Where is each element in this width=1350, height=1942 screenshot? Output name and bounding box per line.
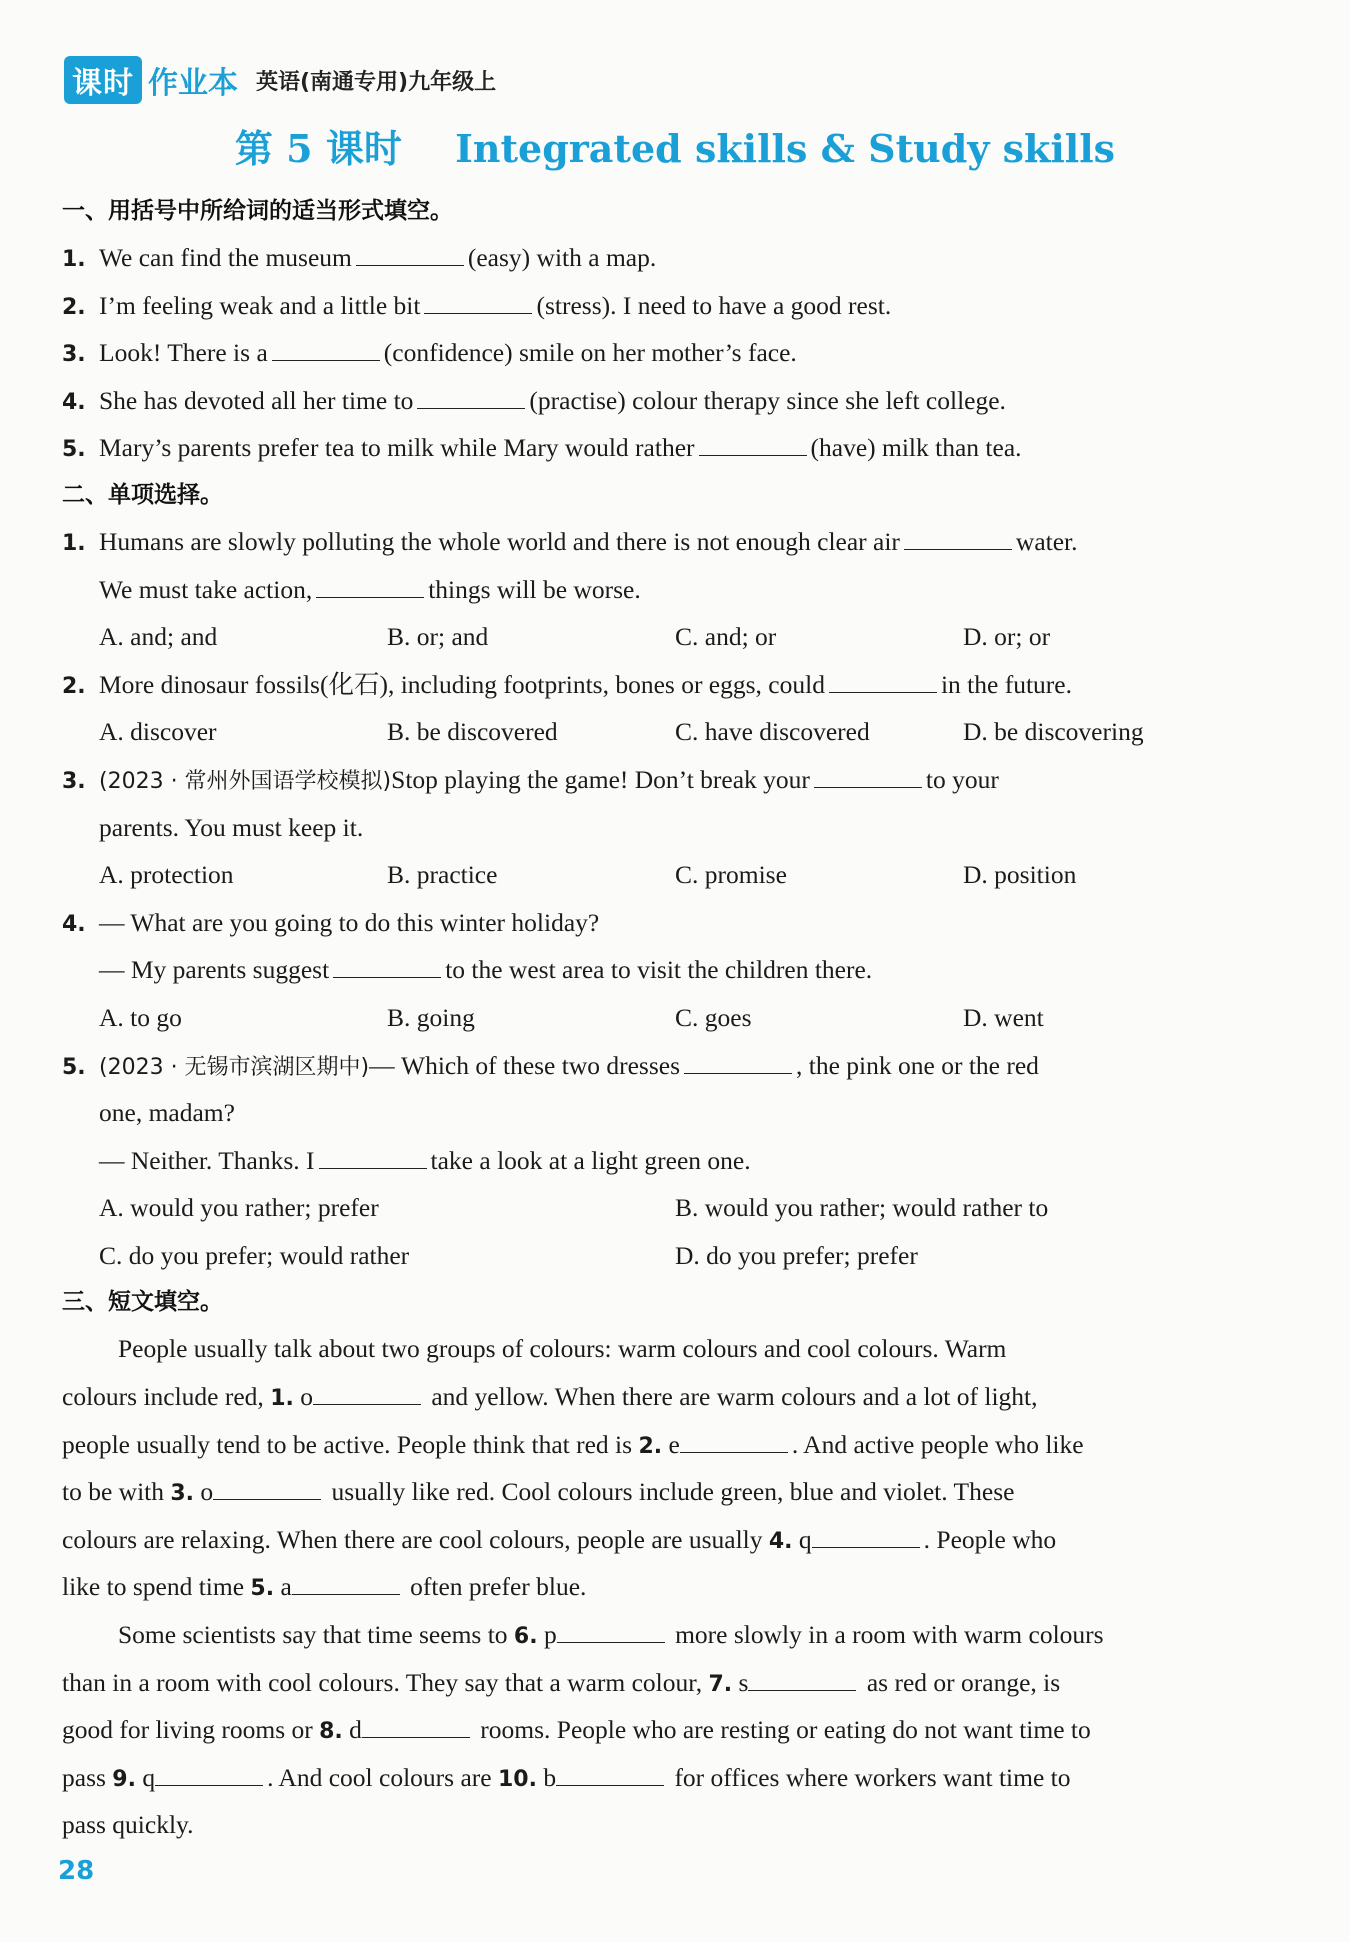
option-a[interactable]: A. would you rather; prefer [99,1193,379,1223]
blank-number: 5. [250,1576,275,1602]
blank-first-letter: p [537,1620,557,1650]
answer-blank[interactable] [362,1715,470,1738]
question-text: — My parents suggest [99,955,330,985]
question-line [62,1042,1252,1090]
option-d[interactable]: D. went [963,1002,1044,1032]
brand-logo: 课时 [64,56,142,104]
option-c[interactable]: C. promise [675,860,787,890]
section1-items [62,234,1252,472]
question-text: I’m feeling weak and a little bit [99,290,421,320]
blank-number: 6. [513,1624,538,1650]
section3-heading: 三、短文填空。 [62,1289,223,1316]
question-text: Humans are slowly polluting the whole world and there is not enough clear air [99,526,900,556]
blank-first-letter: q [135,1762,156,1792]
answer-blank[interactable] [319,1146,427,1169]
question-line [62,424,1252,472]
blank-first-letter: b [536,1762,557,1792]
question-text: Stop playing the game! Don’t break your [391,764,810,794]
answer-blank[interactable] [292,1572,400,1595]
question-line [62,234,1252,282]
blank-first-letter: e [662,1429,680,1459]
question-text: We can find the museum [99,243,352,272]
answer-blank[interactable] [213,1477,321,1500]
passage-line [62,1516,1252,1564]
option-a[interactable]: A. and; and [99,622,218,652]
blank-first-letter: s [732,1667,749,1697]
option-d[interactable]: D. be discovering [963,717,1144,747]
page-number: 28 [58,1856,95,1886]
section1-heading: 一、用括号中所给词的适当形式填空。 [62,198,453,224]
answer-blank[interactable] [684,1051,792,1074]
question-text: Look! There is a [99,338,268,368]
blank-number: 4. [768,1528,793,1554]
question-text: (stress). I need to have a good rest. [536,290,892,320]
passage-line [62,1754,1252,1802]
question-text: (easy) with a map. [467,243,657,272]
passage-text: than in a room with cool colours. They say that a warm colour, [62,1667,709,1697]
question-text: — Which of these two dresses [369,1050,681,1080]
option-d[interactable]: D. position [963,860,1077,890]
passage-text: good for living rooms or [62,1715,320,1745]
options-row [62,708,1252,756]
blank-first-letter: d [342,1715,362,1745]
blank-number: 9. [112,1766,136,1792]
option-c[interactable]: C. have discovered [675,717,870,747]
question-text: in the future. [940,669,1072,699]
answer-blank[interactable] [812,1525,920,1548]
question-number: 3. [62,768,86,794]
passage-line [62,1706,1252,1754]
passage-text: more slowly in a room with warm colours [668,1620,1104,1650]
question-text: Mary’s parents prefer tea to milk while Mary would rather [99,433,695,463]
answer-blank[interactable] [356,243,464,266]
question-line [62,282,1252,330]
option-c[interactable]: C. goes [675,1002,752,1032]
option-d[interactable]: D. or; or [963,622,1051,652]
question-source: (2023 · 无锡市滨湖区期中) [99,1054,370,1080]
passage-text: and yellow. When there are warm colours and a lot of light, [424,1382,1038,1412]
passage-line [62,1659,1252,1707]
answer-blank[interactable] [333,955,441,978]
question-text: — Neither. Thanks. I [99,1145,315,1175]
question-line [62,518,1252,566]
question-text: (practise) colour therapy since she left college. [529,385,1006,415]
options-row [62,613,1252,661]
question-text: We must take action, [99,574,313,604]
section2-heading: 二、单项选择。 [62,481,223,508]
blank-number: 8. [319,1719,343,1745]
option-b[interactable]: B. or; and [387,622,489,652]
question-text: take a look at a light green one. [430,1145,751,1175]
question-text: — What are you going to do this winter holiday? [99,907,600,937]
question-text: She has devoted all her time to [99,385,414,415]
lesson-name: Integrated skills & Study skills [455,126,1116,171]
blank-number: 2. [638,1433,663,1459]
question-number: 3. [62,342,86,368]
passage-text: Some scientists say that time seems to [118,1620,514,1650]
question-text: to your [925,764,999,794]
passage-text: rooms. People who are resting or eating do not want time to [473,1715,1091,1745]
option-b[interactable]: B. going [387,1002,475,1032]
question-text: (have) milk than tea. [810,433,1022,463]
blank-first-letter: o [293,1382,313,1412]
question-line: parents. You must keep it. [99,812,364,842]
passage-paragraph-2 [62,1611,1252,1849]
question-line [62,661,1252,709]
answer-blank[interactable] [557,1620,665,1643]
question-text: to the west area to visit the children there. [445,955,873,985]
brand-name: 作业本 [148,66,238,101]
question-line [62,946,1252,994]
worksheet-content [62,188,1252,1849]
answer-blank[interactable] [680,1430,788,1453]
answer-blank[interactable] [417,386,525,409]
answer-blank[interactable] [155,1763,263,1786]
option-b[interactable]: B. would you rather; would rather to [675,1193,1049,1223]
question-number: 2. [62,673,86,699]
lesson-number: 第 5 课时 [234,126,402,171]
answer-blank[interactable] [424,291,532,314]
subject-label: 英语(南通专用)九年级上 [256,69,497,95]
question-number: 2. [62,294,86,320]
question-number: 1. [62,247,86,272]
question-line [62,377,1252,425]
question-number: 4. [62,911,86,937]
passage-text: . And active people who like [791,1429,1084,1459]
answer-blank[interactable] [748,1668,856,1691]
question-number: 1. [62,530,86,556]
options-row [62,851,1252,899]
options-row [62,1232,1252,1280]
blank-number: 1. [270,1386,294,1412]
passage-text: . And cool colours are [267,1762,498,1792]
passage-line [62,1611,1252,1659]
question-number: 4. [62,389,86,415]
passage-line [62,1563,1252,1611]
passage-text: usually like red. Cool colours include green, blue and violet. These [325,1477,1015,1507]
option-c[interactable]: C. and; or [675,622,777,652]
question-line [62,329,1252,377]
passage-text: colours include red, [62,1382,271,1412]
blank-number: 7. [708,1671,733,1697]
answer-blank[interactable] [272,338,380,361]
option-a[interactable]: A. to go [99,1002,182,1032]
blank-number: 10. [497,1766,537,1792]
page-header [64,56,496,104]
passage-paragraph-1 [62,1325,1252,1611]
passage-line: People usually talk about two groups of colours: warm colours and cool colours. Warm [118,1334,1007,1364]
option-a[interactable]: A. discover [99,717,217,747]
passage-text: like to spend time [62,1572,251,1602]
question-line [62,756,1252,804]
question-line: one, madam? [99,1098,235,1128]
options-row [62,994,1252,1042]
passage-text: pass [62,1762,113,1792]
question-line [62,1137,1252,1185]
passage-line [62,1468,1252,1516]
passage-text: . People who [923,1524,1057,1554]
option-a[interactable]: A. protection [99,860,234,890]
passage-line [62,1421,1252,1469]
passage-text: people usually tend to be active. People think that red is [62,1429,639,1459]
blank-number: 3. [170,1481,195,1507]
options-row [62,1184,1252,1232]
question-number: 5. [62,437,86,463]
passage-text: colours are relaxing. When there are cool colours, people are usually [62,1524,769,1554]
passage-text: often prefer blue. [403,1572,587,1602]
question-text: More dinosaur fossils(化石), including footprints, bones or eggs, could [99,669,825,699]
question-text: things will be worse. [428,574,641,604]
passage-text: as red or orange, is [860,1667,1061,1697]
passage-text: to be with [62,1477,171,1507]
blank-first-letter: o [194,1477,214,1507]
lesson-title [0,118,1350,173]
passage-text: for offices where workers want time to [668,1762,1071,1792]
question-line [62,899,1252,947]
answer-blank[interactable] [316,575,424,598]
answer-blank[interactable] [904,527,1012,550]
question-source: (2023 · 常州外国语学校模拟) [99,768,392,794]
question-number: 5. [62,1054,86,1080]
answer-blank[interactable] [556,1763,664,1786]
question-text: water. [1015,526,1078,556]
option-c[interactable]: C. do you prefer; would rather [99,1240,410,1270]
question-line [62,566,1252,614]
option-b[interactable]: B. practice [387,860,498,890]
question-text: , the pink one or the red [796,1050,1039,1080]
passage-line [62,1373,1252,1421]
answer-blank[interactable] [829,670,937,693]
answer-blank[interactable] [313,1382,421,1405]
option-d[interactable]: D. do you prefer; prefer [675,1240,918,1270]
blank-first-letter: q [792,1524,812,1554]
answer-blank[interactable] [814,765,922,788]
option-b[interactable]: B. be discovered [387,717,558,747]
blank-first-letter: a [274,1572,292,1602]
question-text: (confidence) smile on her mother’s face. [383,338,797,368]
passage-line: pass quickly. [62,1810,194,1840]
answer-blank[interactable] [699,433,807,456]
